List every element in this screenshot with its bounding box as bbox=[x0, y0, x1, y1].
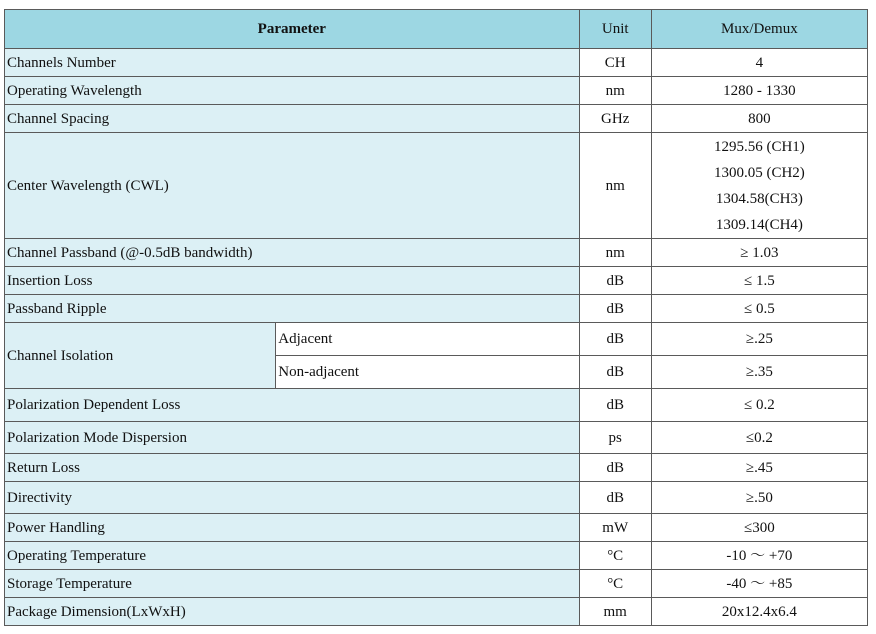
param-name: Directivity bbox=[5, 482, 580, 514]
param-name: Channel Passband (@-0.5dB bandwidth) bbox=[5, 239, 580, 267]
param-value: ≥ 1.03 bbox=[651, 239, 867, 267]
header-parameter: Parameter bbox=[5, 10, 580, 49]
table-row bbox=[5, 570, 868, 598]
header-row bbox=[5, 10, 868, 49]
param-unit: °C bbox=[579, 570, 651, 598]
param-name: Channel Spacing bbox=[5, 105, 580, 133]
param-unit: mW bbox=[579, 514, 651, 542]
param-unit: ps bbox=[579, 422, 651, 454]
param-unit: dB bbox=[579, 295, 651, 323]
param-unit: dB bbox=[579, 482, 651, 514]
param-value: ≥.35 bbox=[651, 356, 867, 389]
param-value: -10 ～ +70 bbox=[651, 542, 867, 570]
param-value: ≥.45 bbox=[651, 454, 867, 482]
table-row bbox=[5, 482, 868, 514]
param-unit: dB bbox=[579, 323, 651, 356]
param-name: Storage Temperature bbox=[5, 570, 580, 598]
param-value: ≥.50 bbox=[651, 482, 867, 514]
table-row bbox=[5, 542, 868, 570]
sub-param-name: Adjacent bbox=[276, 323, 579, 356]
param-name: Return Loss bbox=[5, 454, 580, 482]
param-unit: nm bbox=[579, 77, 651, 105]
sub-param-name: Non-adjacent bbox=[276, 356, 579, 389]
param-unit: °C bbox=[579, 542, 651, 570]
param-unit: GHz bbox=[579, 105, 651, 133]
cwl-values bbox=[651, 133, 867, 239]
param-name: Channels Number bbox=[5, 49, 580, 77]
header-value: Mux/Demux bbox=[651, 10, 867, 49]
table-row bbox=[5, 422, 868, 454]
param-name: Polarization Dependent Loss bbox=[5, 389, 580, 422]
param-name: Insertion Loss bbox=[5, 267, 580, 295]
param-unit: dB bbox=[579, 454, 651, 482]
cwl-value-ch1: 1295.56 (CH1) bbox=[713, 138, 805, 155]
param-name: Power Handling bbox=[5, 514, 580, 542]
spec-table bbox=[4, 9, 868, 626]
cwl-value-ch2: 1300.05 (CH2) bbox=[713, 164, 805, 181]
param-name: Polarization Mode Dispersion bbox=[5, 422, 580, 454]
table-row bbox=[5, 323, 868, 356]
table-row bbox=[5, 239, 868, 267]
param-name: Center Wavelength (CWL) bbox=[5, 133, 580, 239]
table-row bbox=[5, 514, 868, 542]
table-row bbox=[5, 295, 868, 323]
table-row bbox=[5, 133, 868, 239]
param-name: Channel Isolation bbox=[5, 323, 276, 389]
param-value: 4 bbox=[651, 49, 867, 77]
param-value: 1280 - 1330 bbox=[651, 77, 867, 105]
param-value: -40 ～ +85 bbox=[651, 570, 867, 598]
table-row bbox=[5, 49, 868, 77]
param-unit: nm bbox=[579, 239, 651, 267]
cwl-value-ch3: 1304.58(CH3) bbox=[715, 190, 803, 207]
param-value: ≤0.2 bbox=[651, 422, 867, 454]
param-unit: dB bbox=[579, 267, 651, 295]
param-unit: CH bbox=[579, 49, 651, 77]
param-value: ≥.25 bbox=[651, 323, 867, 356]
param-unit: nm bbox=[579, 133, 651, 239]
header-unit: Unit bbox=[579, 10, 651, 49]
param-name: Operating Wavelength bbox=[5, 77, 580, 105]
table-row bbox=[5, 267, 868, 295]
param-unit: mm bbox=[579, 598, 651, 626]
param-unit: dB bbox=[579, 356, 651, 389]
cwl-value-ch4: 1309.14(CH4) bbox=[715, 216, 803, 233]
param-name: Passband Ripple bbox=[5, 295, 580, 323]
param-value: ≤ 0.5 bbox=[651, 295, 867, 323]
param-name: Package Dimension(LxWxH) bbox=[5, 598, 580, 626]
table-row bbox=[5, 105, 868, 133]
table-row bbox=[5, 77, 868, 105]
param-value: 800 bbox=[651, 105, 867, 133]
param-value: ≤ 1.5 bbox=[651, 267, 867, 295]
param-value: 20x12.4x6.4 bbox=[651, 598, 867, 626]
param-unit: dB bbox=[579, 389, 651, 422]
param-value: ≤ 0.2 bbox=[651, 389, 867, 422]
table-row bbox=[5, 389, 868, 422]
param-value: ≤300 bbox=[651, 514, 867, 542]
param-name: Operating Temperature bbox=[5, 542, 580, 570]
table-row bbox=[5, 598, 868, 626]
table-row bbox=[5, 454, 868, 482]
